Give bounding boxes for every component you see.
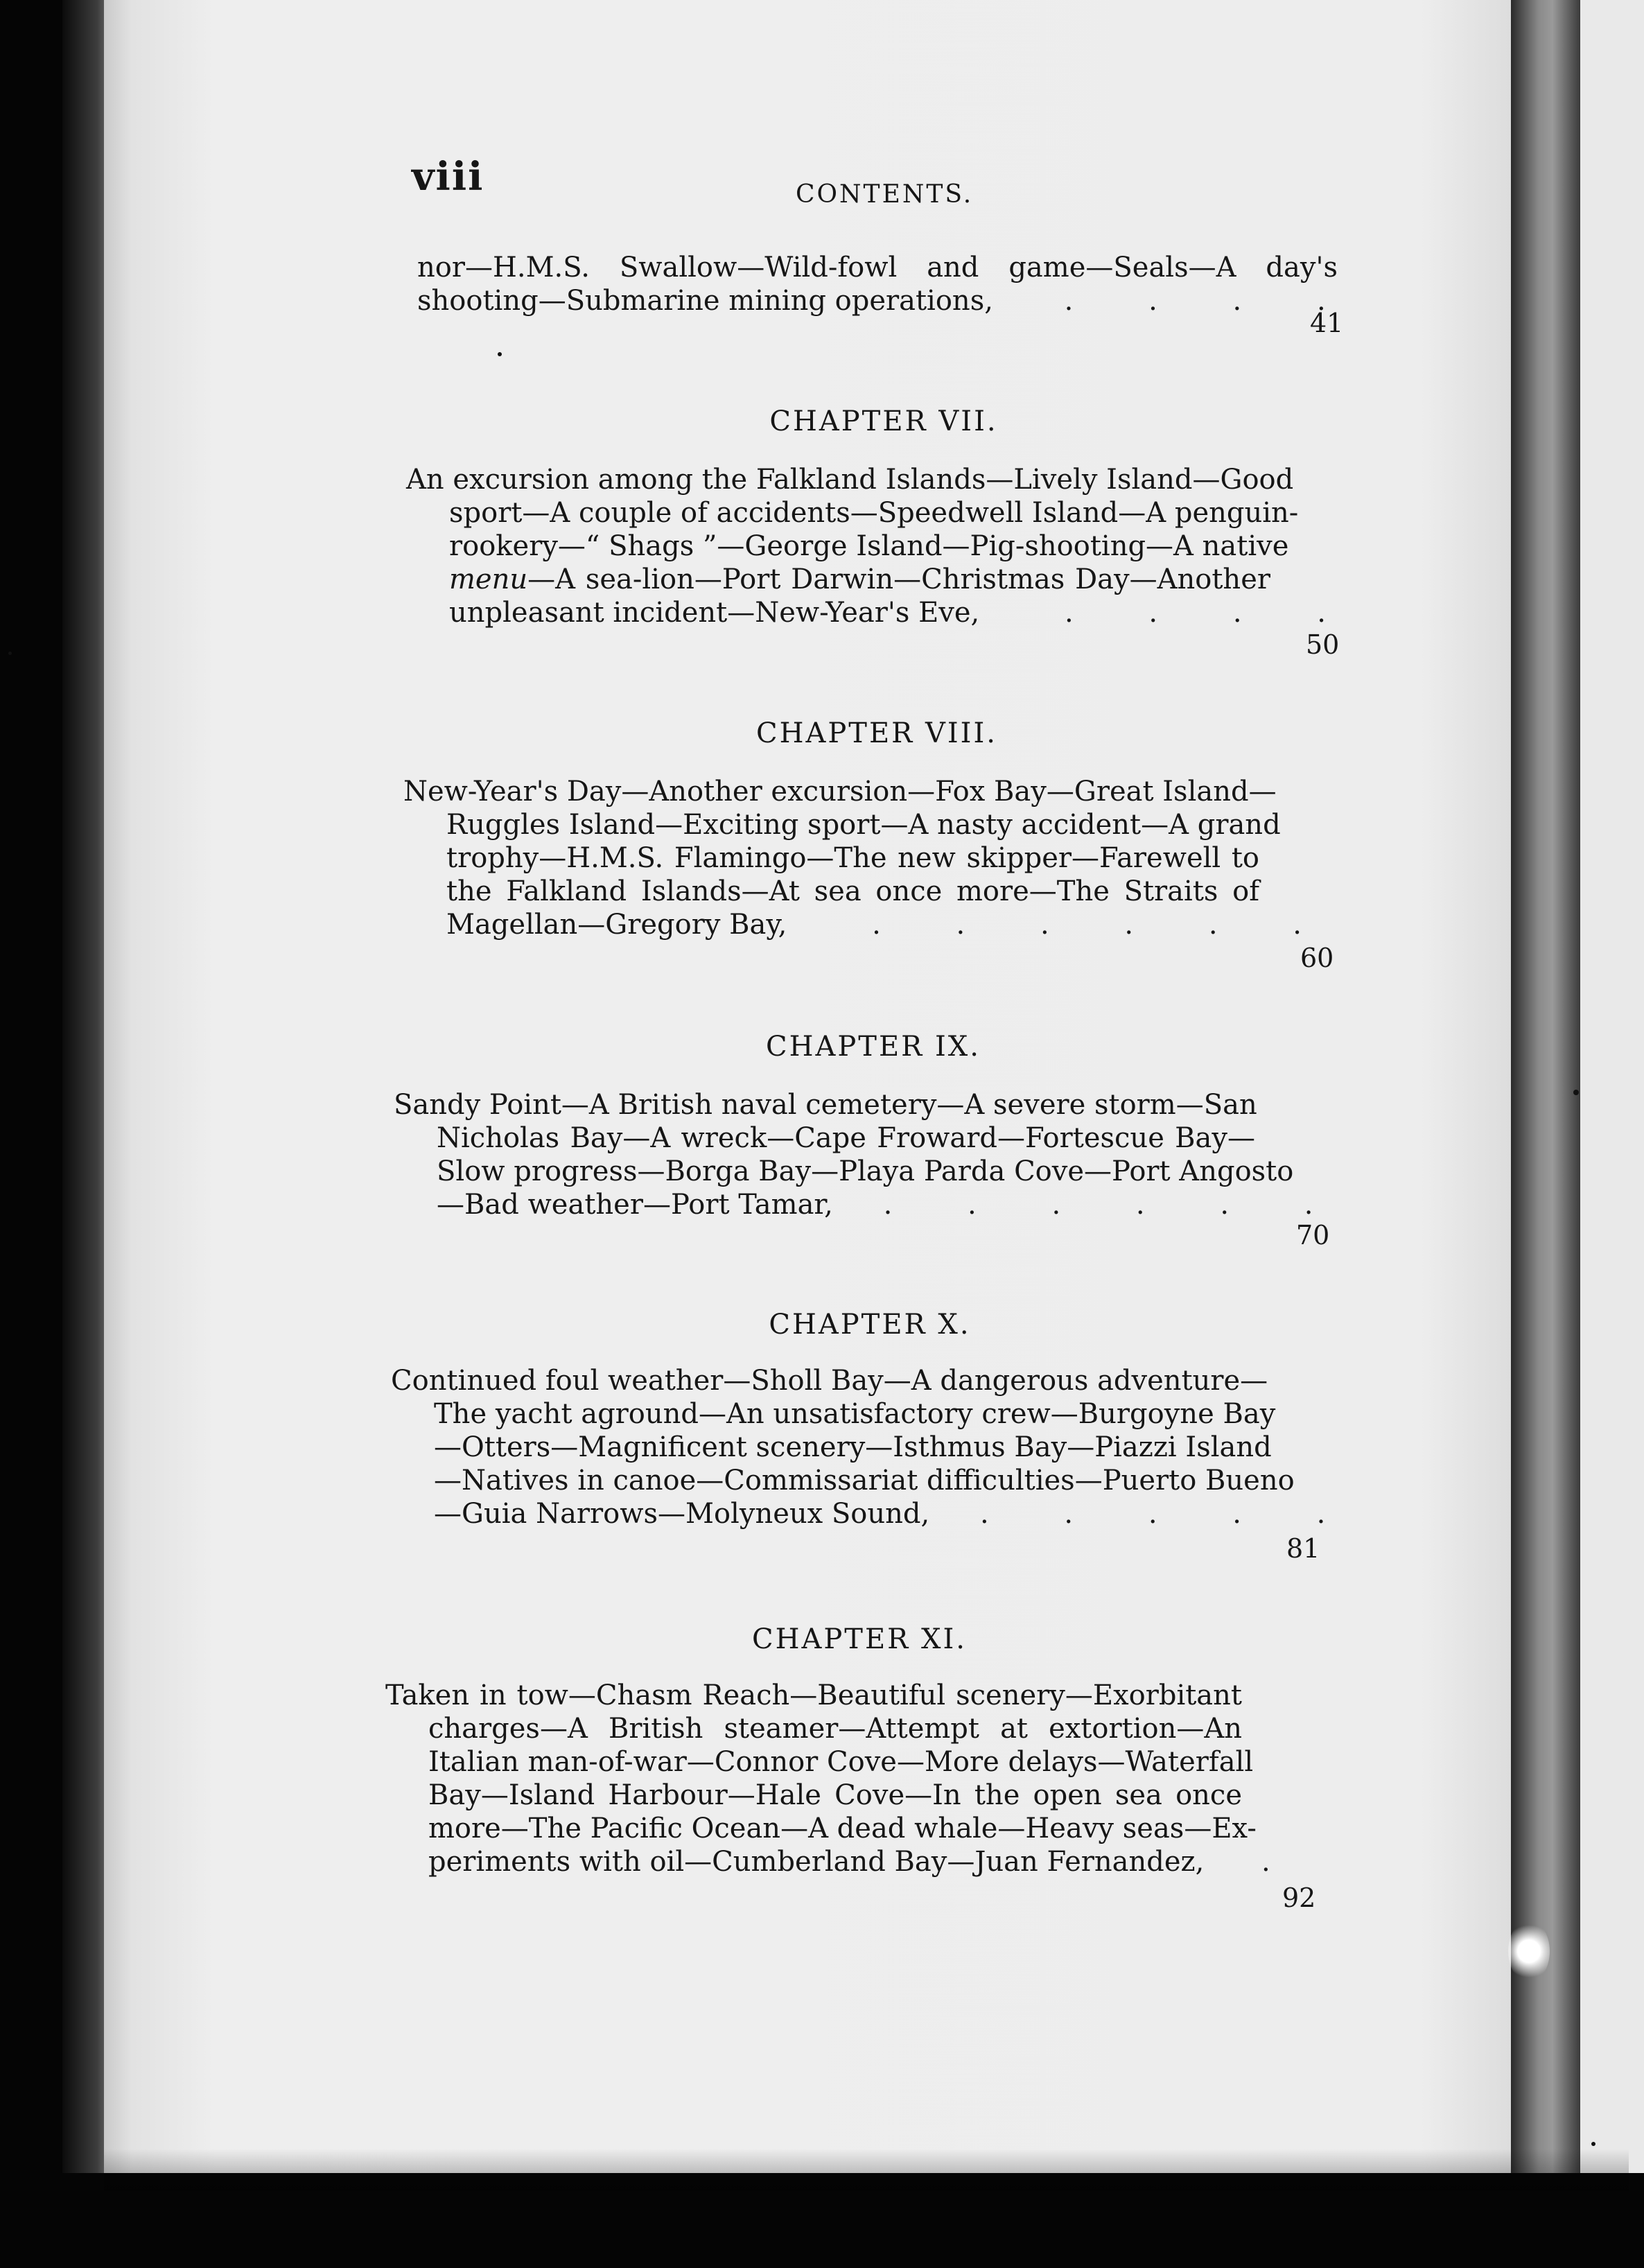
dot-leader: . . . . . . [883, 1189, 1347, 1221]
page-number: 50 [1306, 629, 1340, 660]
entry-line: sport—A couple of accidents—Speedwell Island—A penguin- [449, 497, 1299, 529]
entry-line-text: —Guia Narrows—Molyneux Sound, [434, 1498, 930, 1530]
dot-leader: . . . . . . [872, 909, 1335, 941]
entry-line: Sandy Point—A British naval cemetery—A severe storm—San [394, 1089, 1257, 1121]
chapter-title: CHAPTER X. [769, 1309, 971, 1341]
page-number: 92 [1282, 1883, 1316, 1913]
chapter-title: CHAPTER VII. [769, 405, 998, 437]
entry-line-last [446, 908, 1367, 941]
contents-entry [374, 1364, 1359, 1530]
dot-leader: . . . . . [979, 1498, 1359, 1530]
entry-line-text: Magellan—Gregory Bay, [446, 909, 787, 941]
paper-stain [1508, 1920, 1550, 1982]
page-folio: viii [412, 154, 484, 200]
contents-entry [374, 463, 1359, 629]
contents-entry [374, 1679, 1338, 1878]
entry-line: charges—A British steamer—Attempt at extortion—An [428, 1713, 1242, 1745]
contents-entry [374, 1088, 1347, 1221]
page-number: 70 [1296, 1220, 1330, 1250]
book-gutter [1511, 0, 1580, 2173]
entry-line: nor—H.M.S. Swallow—Wild-fowl and game—Seals—A day's [417, 252, 1338, 284]
entry-line: Nicholas Bay—A wreck—Cape Froward—Fortescue Bay— [437, 1122, 1255, 1154]
dot-leader: . [1261, 1846, 1270, 1878]
entry-line: Continued foul weather—Sholl Bay—A dangerous adventure— [391, 1365, 1268, 1397]
entry-line: the Falkland Islands—At sea once more—The Straits of [446, 875, 1259, 907]
page-number: 60 [1300, 943, 1334, 973]
contents-entry-continuation [374, 251, 1359, 317]
scan-speck [1591, 2142, 1595, 2146]
page-number: 41 [1310, 308, 1344, 338]
contents-entry [374, 775, 1338, 941]
entry-line: trophy—H.M.S. Flamingo—The new skipper—Farewell to [446, 842, 1259, 874]
chapter-title: CHAPTER VIII. [755, 717, 997, 749]
entry-line: Bay—Island Harbour—Hale Cove—In the open sea once [428, 1779, 1242, 1811]
scan-speck [1573, 1090, 1579, 1095]
entry-line-last [437, 1188, 1357, 1221]
entry-line: The yacht aground—An unsatisfactory crew—Burgoyne Bay [434, 1398, 1276, 1430]
facing-page-edge [1580, 0, 1644, 2173]
entry-line-last [428, 1845, 1349, 1878]
scan-speck [8, 652, 12, 655]
entry-line-text: —Bad weather—Port Tamar, [437, 1189, 833, 1221]
italic-word: menu [449, 564, 528, 595]
page-bottom-shadow [104, 2149, 1629, 2190]
entry-line: —Natives in canoe—Commissariat difficulties—Puerto Bueno [434, 1465, 1295, 1497]
dot-leader: . . . . [1064, 285, 1359, 317]
entry-line-last [449, 596, 1370, 629]
entry-line-last [434, 1497, 1359, 1530]
chapter-title: CHAPTER XI. [752, 1623, 967, 1655]
entry-line: An excursion among the Falkland Islands—Lively Island—Good [406, 464, 1294, 496]
dot-leader: . . . . [1064, 597, 1359, 629]
running-head: CONTENTS. [796, 180, 974, 209]
entry-line: New-Year's Day—Another excursion—Fox Bay—Great Island— [403, 776, 1277, 808]
entry-line: Italian man-of-war—Connor Cove—More delays—Waterfall [428, 1746, 1254, 1778]
entry-line-text: periments with oil—Cumberland Bay—Juan Fernandez, [428, 1846, 1205, 1878]
entry-line-text: —A sea-lion—Port Darwin—Christmas Day—Another [527, 564, 1270, 595]
entry-line [449, 563, 1270, 596]
entry-line: more—The Pacific Ocean—A dead whale—Heavy seas—Ex- [428, 1813, 1257, 1844]
entry-line-last [417, 284, 1359, 317]
entry-line: rookery—“ Shags ”—George Island—Pig-shooting—A native [449, 530, 1289, 562]
entry-line-text: shooting—Submarine mining operations, [417, 285, 993, 317]
entry-line: —Otters—Magnificent scenery—Isthmus Bay—Piazzi Island [434, 1431, 1272, 1463]
entry-line: Slow progress—Borga Bay—Playa Parda Cove—Port Angosto [437, 1155, 1294, 1187]
chapter-title: CHAPTER IX. [766, 1031, 981, 1063]
entry-line: Taken in tow—Chasm Reach—Beautiful scenery—Exorbitant [385, 1680, 1242, 1711]
entry-line-text: unpleasant incident—New-Year's Eve, [449, 597, 980, 629]
scan-speck [498, 352, 502, 356]
page-number: 81 [1286, 1533, 1320, 1564]
entry-line: Ruggles Island—Exciting sport—A nasty accident—A grand [446, 809, 1281, 841]
